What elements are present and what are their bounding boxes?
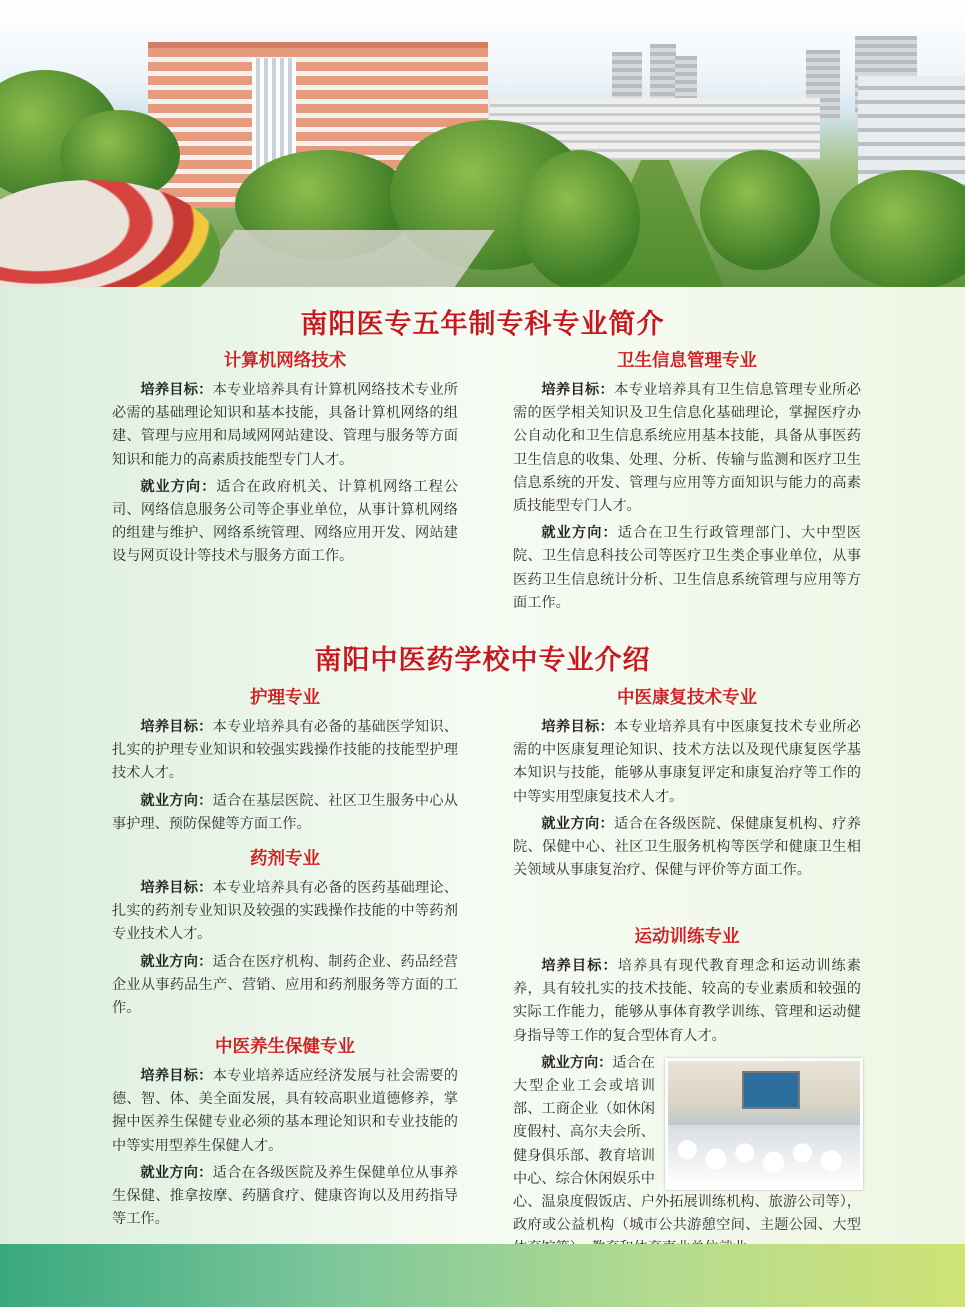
goal-paragraph	[513, 716, 861, 809]
goal-text: 本专业培养具有卫生信息管理专业所必需的医学相关知识及卫生信息化基础理论，掌握医疗办公自动化和卫生信息系统应用基本技能，具备从事医药卫生信息的收集、处理、分析、传输与监测和医疗卫生信息系统的开发、管理与应用等方面知识与能力的高素质技能型专门人才。	[513, 382, 861, 515]
major-title: 计算机网络技术	[223, 351, 347, 371]
career-label: 就业方向：	[140, 1164, 213, 1181]
goal-label: 培养目标：	[541, 719, 615, 735]
career-label: 就业方向：	[541, 1054, 613, 1071]
section-title-school: 南阳中医药学校中专业介绍	[314, 645, 651, 676]
tree-cluster	[700, 150, 820, 270]
goal-label: 培养目标：	[140, 880, 213, 896]
classroom-photo	[665, 1058, 863, 1190]
major-block-network	[112, 349, 458, 569]
goal-paragraph	[112, 379, 458, 472]
goal-paragraph	[513, 379, 861, 518]
goal-text: 本专业培养适应经济发展与社会需要的德、智、体、美全面发展，具有较高职业道德修养，掌握中医养生保健专业必须的基本理论知识和专业技能的中等实用型养生保健人才。	[112, 1068, 458, 1154]
major-title: 药剂专业	[250, 849, 320, 869]
goal-text: 本专业培养具有必备的医药基础理论、扎实的药剂专业知识及较强的实践操作技能的中等药剂专业技术人才。	[112, 880, 458, 943]
goal-paragraph	[112, 1065, 458, 1158]
major-block-pharmacy	[112, 847, 458, 1020]
career-paragraph	[112, 476, 458, 569]
career-text: 适合在医疗机构、制药企业、药品经营企业从事药品生产、营销、应用和药剂服务等方面的工作。	[112, 953, 458, 1017]
major-block-tcm-health	[112, 1035, 458, 1231]
career-text: 适合在各级医院、保健康复机构、疗养院、保健中心、社区卫生服务机构等医学和健康卫生相关领域从事康复治疗、保健与评价等方面工作。	[513, 815, 861, 879]
tree-cluster	[520, 150, 640, 287]
goal-text: 本专业培养具有必备的基础医学知识、扎实的护理专业知识和较强实践操作技能的技能型护理技术人才。	[112, 719, 458, 782]
campus-road	[185, 230, 494, 287]
major-block-health-info	[513, 349, 861, 615]
major-block-sports	[513, 925, 861, 1261]
projection-screen	[742, 1071, 800, 1109]
goal-label: 培养目标：	[140, 719, 213, 735]
major-title: 卫生信息管理专业	[617, 351, 757, 371]
tree-cluster	[830, 170, 965, 287]
goal-label: 培养目标：	[140, 382, 213, 398]
career-paragraph	[112, 951, 458, 1021]
career-label: 就业方向：	[541, 815, 615, 832]
goal-paragraph	[112, 877, 458, 947]
goal-label: 培养目标：	[140, 1068, 213, 1084]
career-text: 适合在政府机关、计算机网络工程公司、网络信息服务公司等企事业单位，从事计算机网络的组建与维护、网络系统管理、网络应用开发、网站建设与网页设计等技术与服务方面工作。	[112, 478, 458, 565]
career-paragraph	[112, 790, 458, 836]
major-title: 护理专业	[250, 688, 320, 708]
goal-paragraph	[513, 955, 861, 1048]
footer-gradient-band	[0, 1244, 965, 1307]
career-text: 适合在基层医院、社区卫生服务中心从事护理、预防保健等方面工作。	[112, 792, 458, 832]
career-text: 适合在卫生行政管理部门、大中型医院、卫生信息科技公司等医疗卫生类企事业单位，从事医药卫生信息统计分析、卫生信息系统管理与应用等方面工作。	[513, 525, 861, 611]
campus-photo	[0, 0, 965, 287]
career-label: 就业方向：	[541, 525, 618, 542]
career-label: 就业方向：	[140, 478, 217, 495]
major-block-tcm-rehab	[513, 686, 861, 882]
major-title: 运动训练专业	[634, 927, 740, 947]
major-block-nursing	[112, 686, 458, 836]
career-text: 适合在各级医院及养生保健单位从事养生保健、推拿按摩、药膳食疗、健康咨询以及用药指导等工作。	[112, 1164, 458, 1228]
career-paragraph	[513, 1052, 861, 1261]
career-paragraph	[112, 1162, 458, 1232]
career-label: 就业方向：	[140, 792, 213, 809]
career-paragraph	[513, 522, 861, 615]
students-crowd	[668, 1125, 860, 1187]
career-paragraph	[513, 813, 861, 883]
career-text: 适合在大型企业工会或培训部、工商企业（如休闲度假村、高尔夫会所、健身俱乐部、教育培训中心、综合休闲娱乐中心、温泉度假饭店、户外拓展训练机构、旅游公司等），政府或公益机构（城市公共游憩空间、主题公园、大型	[513, 1054, 861, 1234]
goal-paragraph	[112, 716, 458, 786]
career-label: 就业方向：	[140, 953, 213, 970]
goal-text: 培养具有现代教育理念和运动训练素养，具有较扎实的技术技能、较高的专业素质和较强的实际工作能力，能够从事体育教学训练、管理和运动健身指导等工作的复合型体育人才。	[513, 958, 861, 1044]
goal-label: 培养目标：	[541, 382, 615, 398]
goal-label: 培养目标：	[541, 958, 618, 974]
section-title-college: 南阳医专五年制专科专业简介	[300, 309, 665, 340]
goal-text: 本专业培养具有中医康复技术专业所必需的中医康复理论知识、技术方法以及现代康复医学基本知识与技能，能够从事康复评定和康复治疗等工作的中等实用型康复技术人才。	[513, 719, 861, 805]
major-title: 中医康复技术专业	[617, 688, 757, 708]
major-title: 中医养生保健专业	[215, 1037, 355, 1057]
goal-text: 本专业培养具有计算机网络技术专业所必需的基础理论知识和基本技能，具备计算机网络的组建、管理与应用和局域网网站建设、管理与服务等方面知识和能力的高素质技能型专门人才。	[112, 382, 458, 468]
